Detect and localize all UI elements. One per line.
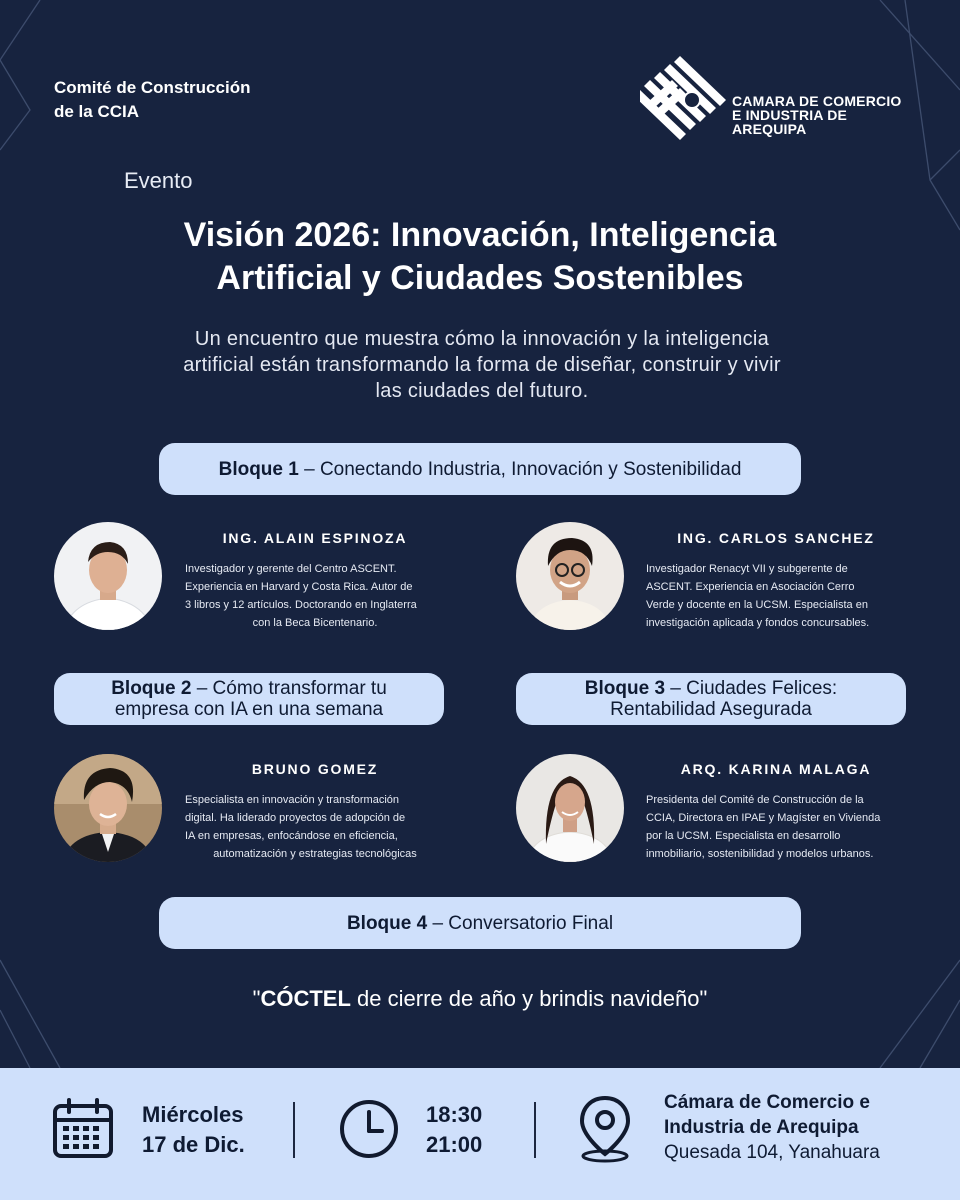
speaker-bio	[646, 791, 906, 863]
closing-open-quote: "	[252, 986, 261, 1011]
speaker-bio-line: con la Beca Bicentenario.	[252, 617, 378, 629]
block-2-pill	[54, 673, 444, 725]
footer-divider	[293, 1102, 295, 1158]
logo-line2: E INDUSTRIA DE	[732, 107, 848, 123]
logo-line3: AREQUIPA	[732, 121, 807, 137]
location-pin-icon	[574, 1094, 636, 1164]
event-description-line1: Un encuentro que muestra cómo la innovación y la inteligencia	[194, 328, 770, 350]
event-description-line2: artificial están transformando la forma de diseñar, construir y vivir	[183, 354, 781, 376]
venue-line2: Industria de Arequipa	[664, 1117, 859, 1138]
block-3-title-line2: Rentabilidad Asegurada	[610, 699, 812, 720]
event-details-footer	[0, 1068, 960, 1200]
event-date	[142, 1100, 245, 1160]
speaker-karina-malaga	[646, 761, 906, 863]
block-2-title-line1: – Cómo transformar tu	[191, 678, 387, 699]
logo-line1: CAMARA DE COMERCIO	[732, 93, 902, 109]
speaker-name: ING. ALAIN ESPINOZA	[222, 530, 408, 546]
speaker-bio-line: Presidenta del Comité de Construcción de la	[646, 794, 864, 806]
speaker-bio-line: Experiencia en Harvard y Costa Rica. Autor de	[185, 581, 413, 593]
event-day: Miércoles	[142, 1102, 244, 1127]
event-date-value: 17 de Dic.	[142, 1132, 245, 1157]
block-4-title: – Conversatorio Final	[427, 912, 614, 934]
block-4-pill	[159, 897, 801, 949]
block-3-label: Bloque 3	[584, 678, 666, 699]
speaker-photo-carlos-sanchez	[516, 522, 624, 630]
event-description	[124, 326, 840, 404]
block-2-title-line2: empresa con IA en una semana	[114, 699, 384, 720]
speaker-name: ING. CARLOS SANCHEZ	[677, 530, 875, 546]
speaker-name: BRUNO GOMEZ	[251, 761, 379, 777]
closing-bold: CÓCTEL	[260, 986, 351, 1011]
event-title-line1: Visión 2026: Innovación, Inteligencia	[183, 216, 777, 254]
speaker-bio-line: 3 libros y 12 artículos. Doctorando en Inglaterra	[185, 599, 417, 611]
speaker-bio	[646, 560, 906, 632]
speaker-bio-line: automatización y estrategias tecnológicas	[213, 848, 417, 860]
speaker-name: ARQ. KARINA MALAGA	[680, 761, 872, 777]
block-2-label: Bloque 2	[111, 678, 192, 699]
calendar-icon	[52, 1098, 114, 1160]
organizer-line1: Comité de Construcción	[54, 78, 251, 97]
block-1-pill	[159, 443, 801, 495]
closing-quote	[0, 986, 960, 1012]
event-title-line2: Artificial y Ciudades Sostenibles	[216, 259, 744, 297]
event-title	[0, 214, 960, 300]
speaker-bio-line: ASCENT. Experiencia en Asociación Cerro	[646, 581, 855, 593]
closing-rest: de cierre de año y brindis navideño"	[350, 986, 708, 1011]
speaker-bruno-gomez	[185, 761, 445, 863]
speaker-bio	[185, 791, 445, 863]
footer-divider	[534, 1102, 536, 1158]
speaker-bio-line: Investigador y gerente del Centro ASCENT.	[185, 563, 397, 575]
speaker-bio	[185, 560, 445, 632]
event-time-start: 18:30	[426, 1102, 483, 1127]
speaker-bio-line: por la UCSM. Especialista en desarrollo	[646, 830, 841, 842]
organizer-line2: de la CCIA	[54, 102, 140, 121]
speaker-bio-line: Verde y docente en la UCSM. Especialista en	[646, 599, 868, 611]
speaker-bio-line: investigación aplicada y fondos concursables.	[646, 617, 870, 629]
organizer-label	[54, 76, 250, 124]
speaker-bio-line: Investigador Renacyt VII y subgerente de	[646, 563, 848, 575]
speaker-bio-line: CCIA, Directora en IPAE y Magíster en Vivienda	[646, 812, 881, 824]
speaker-bio-line: IA en empresas, enfocándose en eficiencia,	[185, 830, 398, 842]
block-1-title: – Conectando Industria, Innovación y Sostenibilidad	[298, 458, 742, 480]
event-venue	[664, 1090, 880, 1165]
event-time	[426, 1100, 482, 1160]
speaker-photo-bruno-gomez	[54, 754, 162, 862]
event-eyebrow: Evento	[124, 168, 193, 193]
speaker-carlos-sanchez	[646, 530, 906, 632]
ccia-logo-mark-icon	[640, 56, 726, 140]
speaker-photo-karina-malaga	[516, 754, 624, 862]
speaker-alain-espinoza	[185, 530, 445, 632]
block-1-label: Bloque 1	[218, 458, 299, 480]
event-time-end: 21:00	[426, 1132, 483, 1157]
block-3-pill	[516, 673, 906, 725]
ccia-logo	[640, 56, 920, 140]
venue-line1: Cámara de Comercio e	[664, 1092, 870, 1113]
venue-address: Quesada 104, Yanahuara	[664, 1142, 880, 1163]
block-4-label: Bloque 4	[346, 912, 428, 934]
speaker-bio-line: Especialista en innovación y transformación	[185, 794, 400, 806]
event-description-line3: las ciudades del futuro.	[375, 380, 589, 402]
speaker-photo-alain-espinoza	[54, 522, 162, 630]
clock-icon	[338, 1098, 400, 1160]
speaker-bio-line: inmobiliario, sostenibilidad y modelos urbanos.	[646, 848, 874, 860]
speaker-bio-line: digital. Ha liderado proyectos de adopción de	[185, 812, 406, 824]
block-3-title-line1: – Ciudades Felices:	[665, 678, 838, 699]
